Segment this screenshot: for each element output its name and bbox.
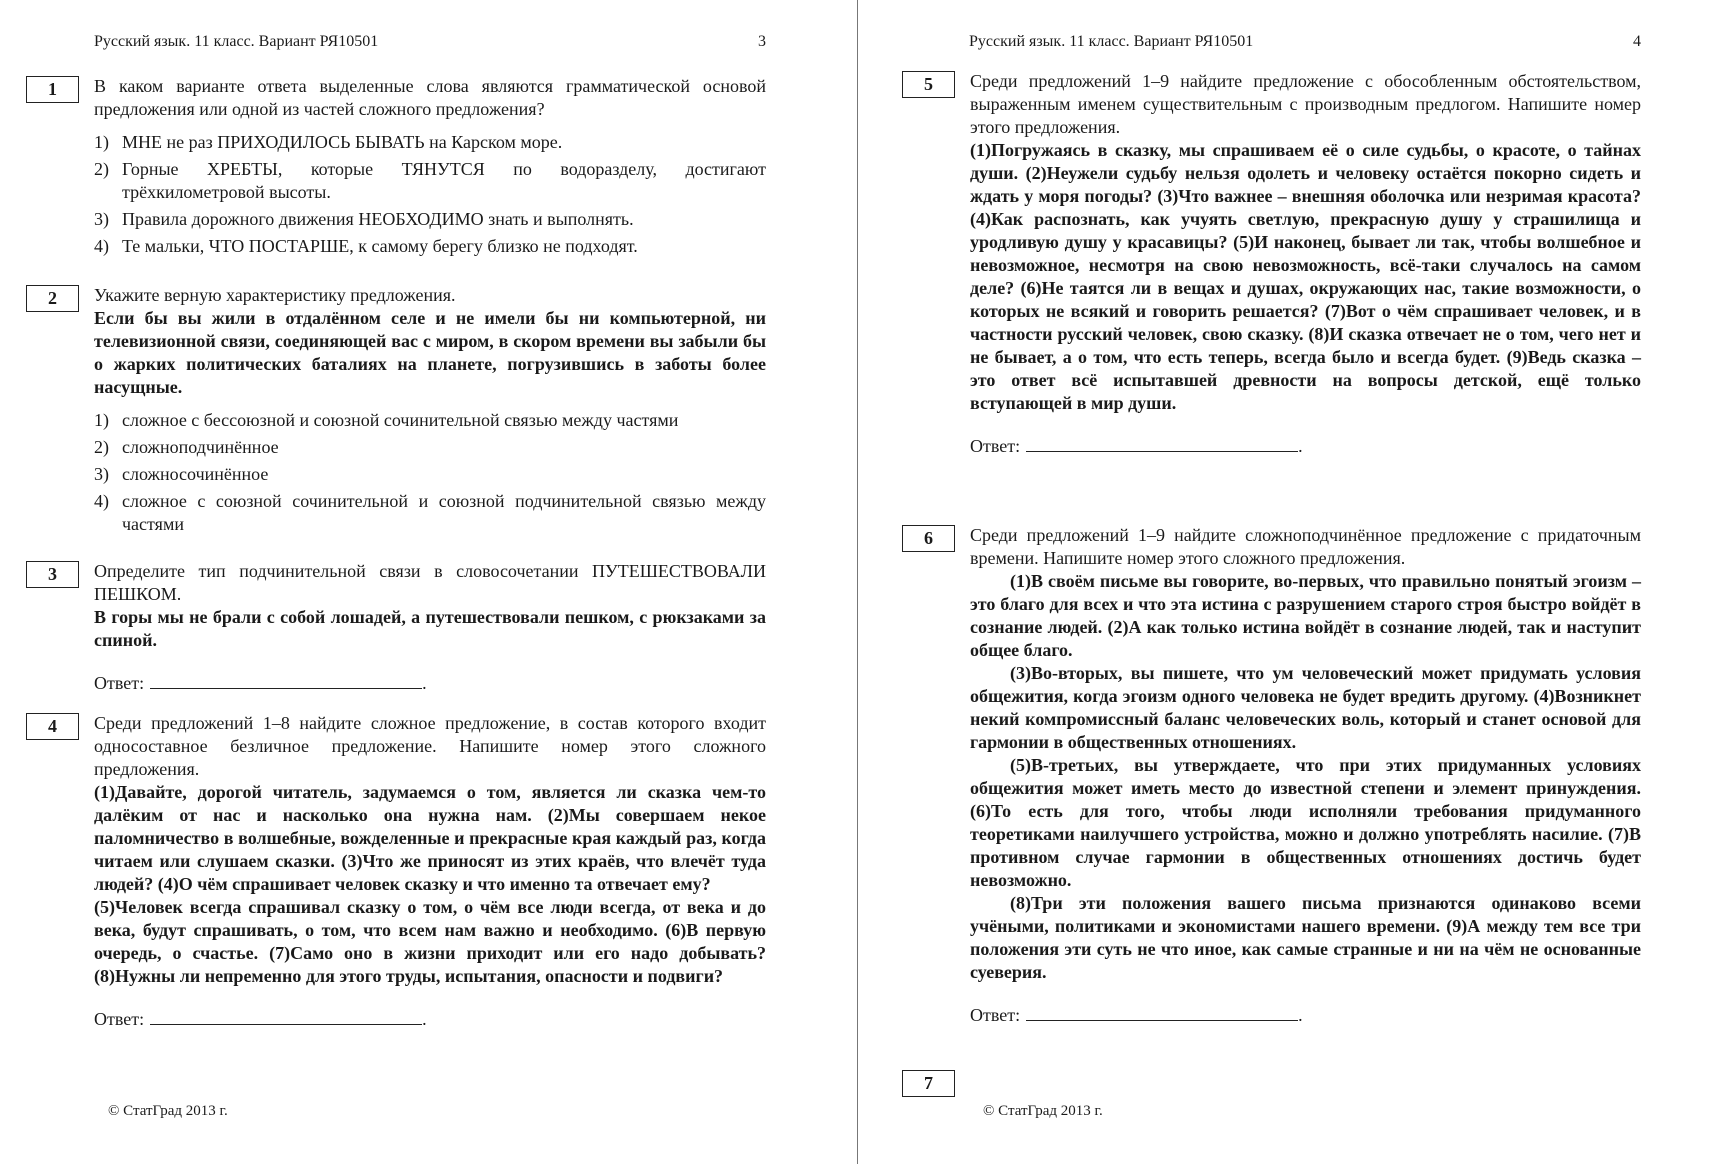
text-paragraph: (1)Давайте, дорогой читатель, задумаемся о том, является ли сказка чем-то далёким от нас и насколько она нужна нам. (2)Мы совершаем некое паломничество в волшебные, вожделенные и прекрасные края каждый раз, когда читаем или слушаем сказки. (3)Что же приносят из этих краёв, что влечёт туда людей? (4)О чём спрашивает человек сказку и что именно та отвечает ему? xyxy=(94,782,766,894)
page-right xyxy=(858,0,1714,1164)
option-text: сложное с союзной сочинительной и союзной подчинительной связью между частями xyxy=(122,491,766,534)
page-footer: © СтатГрад 2013 г. xyxy=(983,1103,1103,1119)
answer-line[interactable] xyxy=(150,673,422,689)
task-number-box: 7 xyxy=(902,1070,955,1097)
task-5 xyxy=(902,70,1641,458)
option-item xyxy=(94,409,766,432)
text-paragraph: (1)Погружаясь в сказку, мы спрашиваем её о силе судьбы, о красоте, о тайнах души. (2)Неужели судьбу нельзя одолеть и человеку остаётся покорно сидеть и ждать у моря погоды? (3)Что важнее – внешняя оболочка или незримая красота? (4)Как распознать, как учуять светлую, прекрасную душу у страшилища и уродливую душу у красавицы? (5)И наконец, бывает ли так, чтобы волшебное и невозможное, несмотря на свою невозможность, всё-таки случалось на самом деле? (6)Не таятся ли в вещах и душах, окружающих нас, такие возможности, о которых не всякий и говорить решается? (7)Вот о чём спрашивает человек, и в частности русский человек, свою сказку. (8)И сказка отвечает не о том, чего нет и не бывает, а о том, что есть теперь, всегда было и всегда будет. (9)Ведь сказка – это ответ всё испытавшей древности на вопросы детской, ещё только вступающей в мир души. xyxy=(970,140,1641,413)
option-text: Те мальки, ЧТО ПОСТАРШЕ, к самому берегу близко не подходят. xyxy=(122,236,638,256)
task-prompt: В каком варианте ответа выделенные слова являются грамматической основой предложения или одной из частей сложного предложения? xyxy=(94,76,766,119)
option-number: 3) xyxy=(94,209,109,229)
task-number-box: 6 xyxy=(902,525,955,552)
option-text: Горные ХРЕБТЫ, которые ТЯНУТСЯ по водоразделу, достигают трёхкилометровой высоты. xyxy=(122,159,766,202)
option-item xyxy=(94,490,766,536)
answer-field[interactable] xyxy=(970,435,1641,458)
text-paragraph: (3)Во-вторых, вы пишете, что ум человеческий может придумать условия общежития, когда эгоизм одного человека не будет вредить другому. (4)Возникнет некий компромиссный баланс человеческих воль, который и станет основой для гармонии в общественных отношениях. xyxy=(970,663,1641,752)
answer-label: Ответ: xyxy=(94,1009,145,1029)
header-title: Русский язык. 11 класс. Вариант РЯ10501 xyxy=(94,33,379,50)
answer-line[interactable] xyxy=(1026,1005,1298,1021)
option-item xyxy=(94,131,766,154)
task-4 xyxy=(26,712,766,1031)
option-number: 1) xyxy=(94,410,109,430)
option-item xyxy=(94,463,766,486)
task-number-box: 5 xyxy=(902,71,955,98)
options-list xyxy=(94,409,766,536)
answer-field[interactable] xyxy=(94,672,766,695)
task-prompt: Среди предложений 1–8 найдите сложное предложение, в состав которого входит односоставное безличное предложение. Напишите номер этого сложного предложения. xyxy=(94,713,766,779)
option-item xyxy=(94,158,766,204)
text-paragraph: (1)В своём письме вы говорите, во-первых, что правильно понятый эгоизм – это благо для всех и что эта истина с разрушением старого строя быстро войдёт в сознание людей. (2)А как только истина войдёт в сознание людей, так и наступит общее благо. xyxy=(970,571,1641,660)
option-item xyxy=(94,235,766,258)
option-item xyxy=(94,208,766,231)
answer-period: . xyxy=(1298,436,1303,456)
option-number: 4) xyxy=(94,491,109,511)
answer-period: . xyxy=(422,673,427,693)
answer-label: Ответ: xyxy=(94,673,145,693)
text-paragraph: (8)Три эти положения вашего письма признаются одинаково всеми учёными, политиками и экономистами нашего времени. (9)А между тем все три положения эти суть не что иное, как самые странные и ни на чём не основанные суеверия. xyxy=(970,893,1641,982)
answer-period: . xyxy=(422,1009,427,1029)
task-prompt: Среди предложений 1–9 найдите сложноподчинённое предложение с придаточным времени. Напишите номер этого сложного предложения. xyxy=(970,525,1641,568)
task-prompt: Среди предложений 1–9 найдите предложение с обособленным обстоятельством, выраженным именем существительным с производным предлогом. Напишите номер этого предложения. xyxy=(970,71,1641,137)
answer-line[interactable] xyxy=(150,1009,422,1025)
answer-field[interactable] xyxy=(970,1004,1641,1027)
task-number-box: 4 xyxy=(26,713,79,740)
header-title: Русский язык. 11 класс. Вариант РЯ10501 xyxy=(969,33,1254,50)
task-6 xyxy=(902,524,1641,1027)
task-3 xyxy=(26,560,766,695)
option-number: 3) xyxy=(94,464,109,484)
answer-line[interactable] xyxy=(1026,436,1298,452)
option-text: сложноподчинённое xyxy=(122,437,279,457)
page-footer: © СтатГрад 2013 г. xyxy=(108,1103,228,1119)
task-2 xyxy=(26,284,766,540)
task-sentence: Если бы вы жили в отдалённом селе и не имели бы ни компьютерной, ни телевизионной связи, соединяющей вас с миром, в скором времени вы забыли бы о жарких политических баталиях на планете, погрузившись в заботы более насущные. xyxy=(94,308,766,397)
option-text: Правила дорожного движения НЕОБХОДИМО знать и выполнять. xyxy=(122,209,634,229)
task-number-box: 1 xyxy=(26,76,79,103)
option-text: сложное с бессоюзной и союзной сочинительной связью между частями xyxy=(122,410,679,430)
task-number-box: 3 xyxy=(26,561,79,588)
answer-field[interactable] xyxy=(94,1008,766,1031)
answer-label: Ответ: xyxy=(970,436,1021,456)
option-number: 4) xyxy=(94,236,109,256)
task-1 xyxy=(26,75,766,262)
text-paragraph: (5)Человек всегда спрашивал сказку о том, о чём все люди всегда, от века и до века, будут спрашивать, о том, что всем нам важно и необходимо. (6)В первую очередь, о счастье. (7)Само оно в жизни приходит или его надо добывать? (8)Нужны ли непременно для этого труды, испытания, опасности и подвиги? xyxy=(94,897,766,986)
task-prompt: Определите тип подчинительной связи в словосочетании ПУТЕШЕСТВОВАЛИ ПЕШКОМ. xyxy=(94,561,766,604)
option-item xyxy=(94,436,766,459)
options-list xyxy=(94,131,766,258)
page-number: 4 xyxy=(1633,33,1641,50)
answer-label: Ответ: xyxy=(970,1005,1021,1025)
task-number-box: 2 xyxy=(26,285,79,312)
option-text: МНЕ не раз ПРИХОДИЛОСЬ БЫВАТЬ на Карском море. xyxy=(122,132,563,152)
option-number: 2) xyxy=(94,159,109,179)
page-number: 3 xyxy=(758,33,766,50)
option-number: 1) xyxy=(94,132,109,152)
option-number: 2) xyxy=(94,437,109,457)
task-prompt: Укажите верную характеристику предложения. xyxy=(94,285,456,305)
answer-period: . xyxy=(1298,1005,1303,1025)
task-sentence: В горы мы не брали с собой лошадей, а путешествовали пешком, с рюкзаками за спиной. xyxy=(94,607,766,650)
text-paragraph: (5)В-третьих, вы утверждаете, что при этих придуманных условиях общежития может иметь место до известной степени и элемент принуждения. (6)То есть для того, чтобы люди исполняли требования придуманного теоретиками наилучшего устройства, можно и должно употреблять насилие. (7)В противном случае гармонии в общественных отношениях достичь будет невозможно. xyxy=(970,755,1641,890)
option-text: сложносочинённое xyxy=(122,464,269,484)
